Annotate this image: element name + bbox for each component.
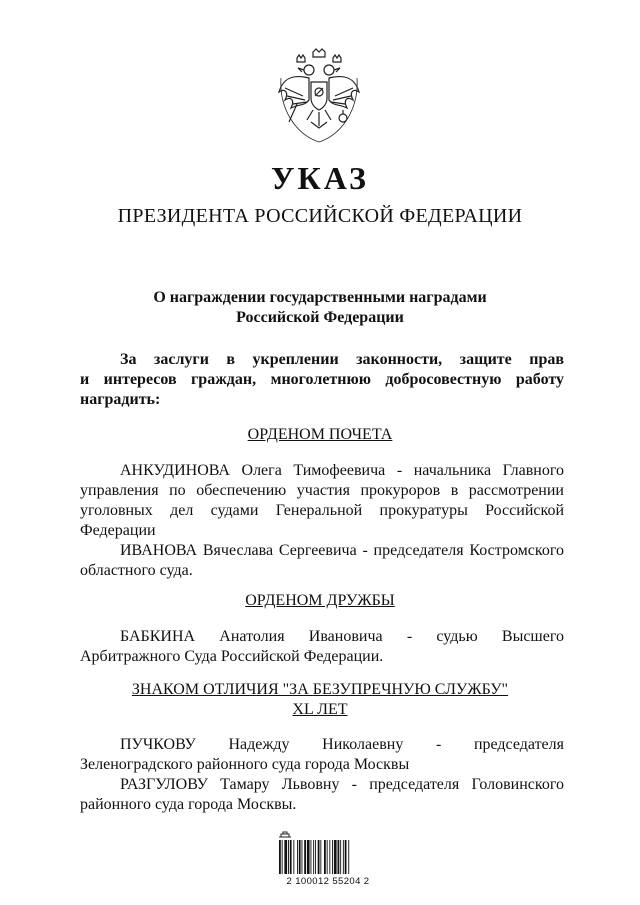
barcode-bar [340, 840, 341, 874]
barcode-icon [278, 840, 373, 874]
subject-line: О награждении государственными наградами [153, 289, 487, 306]
printer-mark-icon [278, 830, 292, 838]
barcode-bar [284, 840, 287, 874]
barcode-bar [318, 840, 320, 874]
barcode-bar [297, 840, 298, 874]
preamble-line: наградить: [80, 391, 161, 408]
recipient-line: уголовных дел судами Генеральной прокуратуры Российской [80, 502, 564, 519]
barcode-bar [299, 840, 301, 874]
barcode-bar [304, 840, 306, 874]
recipient-line: ПУЧКОВУ Надежду Николаевну - председателя [120, 736, 564, 753]
barcode-bar [290, 840, 292, 874]
recipient-line: АНКУДИНОВА Олега Тимофеевича - начальника Главного [120, 462, 564, 479]
award-heading-order-of-honour: ОРДЕНОМ ПОЧЕТА [247, 426, 393, 443]
barcode-bar [338, 840, 340, 874]
barcode [268, 830, 388, 890]
award-heading-order-of-friendship: ОРДЕНОМ ДРУЖБЫ [245, 592, 395, 609]
barcode-bar [343, 840, 344, 874]
barcode-bar [327, 840, 328, 874]
barcode-bar [302, 840, 303, 874]
barcode-bar [315, 840, 316, 874]
barcode-bar [345, 840, 347, 874]
barcode-bar [288, 840, 289, 874]
document-subject [0, 288, 640, 328]
barcode-bar [329, 840, 330, 874]
barcode-bar [282, 840, 283, 874]
recipient-entry [80, 461, 564, 541]
barcode-bar [313, 840, 314, 874]
barcode-bar [279, 840, 281, 874]
recipient-line: управления по обеспечению участия прокуроров в рассмотрении [80, 482, 564, 499]
barcode-bar [324, 840, 326, 874]
recipient-entry [80, 735, 564, 775]
recipient-line: Федерации [80, 522, 156, 539]
recipient-line: Зеленоградского районного суда города Москвы [80, 756, 410, 773]
preamble [80, 350, 564, 410]
barcode-bar [293, 840, 294, 874]
recipient-line: областного суда. [80, 562, 193, 579]
recipient-entry [80, 627, 564, 667]
coat-of-arms-icon [275, 48, 363, 144]
subject-line: Российской Федерации [236, 309, 404, 326]
recipient-line: районного суда города Москвы. [80, 796, 297, 813]
barcode-bar [334, 840, 337, 874]
recipient-line: БАБКИНА Анатолия Ивановича - судью Высшего [120, 628, 564, 645]
preamble-line: и интересов граждан, многолетнюю добросовестную работу [80, 371, 564, 388]
barcode-bar [320, 840, 321, 874]
document-issuer: ПРЕЗИДЕНТА РОССИЙСКОЙ ФЕДЕРАЦИИ [117, 205, 523, 227]
recipient-line: ИВАНОВА Вячеслава Сергеевича - председателя Костромского [120, 542, 564, 559]
barcode-bar [307, 840, 310, 874]
preamble-line: За заслуги в укреплении законности, защите прав [120, 351, 564, 368]
recipient-entry [80, 775, 564, 815]
award-heading-badge-of-distinction: ЗНАКОМ ОТЛИЧИЯ "ЗА БЕЗУПРЕЧНУЮ СЛУЖБУ" XL ЛЕТ [131, 681, 509, 718]
recipient-line: Арбитражного Суда Российской Федерации. [80, 648, 384, 665]
barcode-bar [348, 840, 349, 874]
recipient-entry [80, 541, 564, 581]
barcode-bar [332, 840, 333, 874]
barcode-number: 2 100012 55204 2 [286, 876, 370, 887]
document-title: УКАЗ [271, 160, 369, 196]
recipient-line: РАЗГУЛОВУ Тамару Львовну - председателя Головинского [120, 776, 564, 793]
barcode-bar [311, 840, 312, 874]
